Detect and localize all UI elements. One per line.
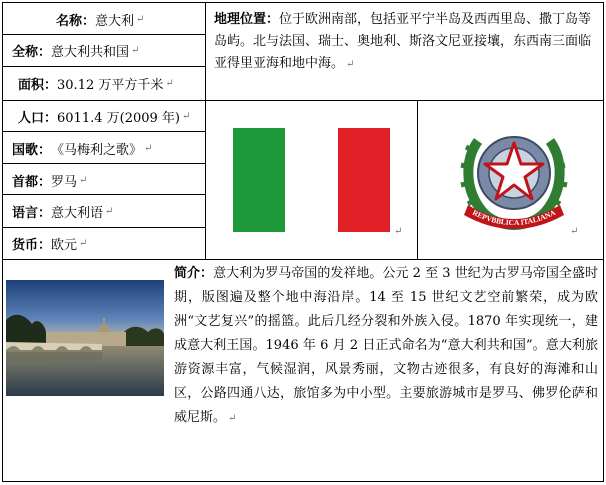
paragraph-mark: ↵ <box>144 142 153 154</box>
paragraph-mark: ↵ <box>136 13 145 25</box>
divider-row-5 <box>2 163 206 164</box>
row-population <box>0 102 224 130</box>
row-language <box>0 197 218 225</box>
flag-red-stripe <box>338 128 390 232</box>
geography-label: 地理位置： <box>214 12 280 27</box>
intro-cell <box>170 262 600 478</box>
divider-row-4 <box>2 131 206 132</box>
divider-row-2 <box>2 66 206 67</box>
language-value: 意大利语 <box>51 205 104 221</box>
italian-flag <box>233 128 390 232</box>
geography-text: 位于欧洲南部，包括亚平宁半岛及西西里岛、撒丁岛等岛屿。北与法国、瑞士、奥地利、斯洛文尼亚接壤，东西南三面临亚得里亚海和地中海。 <box>214 12 592 71</box>
divider-geo-bottom <box>205 100 604 101</box>
name-value: 意大利 <box>95 13 135 29</box>
divider-intro-top <box>2 259 604 260</box>
divider-row-6 <box>2 194 206 195</box>
divider-middle <box>417 100 418 259</box>
border-bottom <box>2 481 604 482</box>
flag-green-stripe <box>233 128 285 232</box>
rome-tiber-photo <box>6 280 164 396</box>
border-right <box>603 2 604 482</box>
capital-value: 罗马 <box>51 174 78 190</box>
emblem-of-italy <box>460 121 568 233</box>
paragraph-mark: ↵ <box>105 205 114 217</box>
capital-label: 首都： <box>12 174 52 190</box>
paragraph-mark: ↵ <box>394 226 403 237</box>
paragraph-mark: ↵ <box>79 237 88 249</box>
currency-label: 货币： <box>12 237 52 253</box>
paragraph-mark: ↵ <box>182 110 191 122</box>
row-fullname <box>0 36 218 64</box>
intro-label: 简介： <box>174 266 214 281</box>
divider-row-3 <box>2 100 206 101</box>
row-area <box>0 69 224 97</box>
photo-dome-lantern <box>103 318 105 323</box>
paragraph-mark: ↵ <box>165 77 174 89</box>
intro-text: 意大利为罗马帝国的发祥地。公元 2 至 3 世纪为古罗马帝国全盛时期，版图遍及整个地中海沿岸。14 至 15 世纪文艺空前繁荣，成为欧洲“文艺复兴”的摇篮。此后几经分裂和外族入侵。1870 年实现统一，建成意大利王国。1946 年 6 月 2 日正式命名为“意大利共和国”。意大利旅游资源丰富，气候湿润，风景秀丽，文物古迹很多，有良好的海滩和山区，公路四通八达，旅馆多为中小型。主要旅游城市是罗马、佛罗伦萨和威尼斯。 <box>174 266 598 425</box>
paragraph-mark: ↵ <box>131 44 140 56</box>
name-label: 名称： <box>56 13 96 29</box>
anthem-value: 《马梅利之歌》 <box>51 142 143 158</box>
row-capital <box>0 166 218 194</box>
population-value: 6011.4 万(2009 年) <box>57 110 180 126</box>
area-value: 30.12 万平方千米 <box>57 77 164 93</box>
paragraph-mark: ↵ <box>228 413 237 424</box>
flag-white-stripe <box>285 128 337 232</box>
population-label: 人口： <box>18 110 58 126</box>
row-currency <box>0 229 218 257</box>
anthem-label: 国歌： <box>12 142 52 158</box>
area-label: 面积： <box>18 77 58 93</box>
fullname-value: 意大利共和国 <box>51 44 130 60</box>
row-anthem <box>0 134 218 162</box>
currency-value: 欧元 <box>51 237 78 253</box>
emblem-ribbon-text: REPVBBLICA ITALIANA <box>471 207 557 228</box>
geography-cell <box>206 3 603 100</box>
fullname-label: 全称： <box>12 44 52 60</box>
paragraph-mark: ↵ <box>570 226 579 237</box>
paragraph-mark: ↵ <box>79 174 88 186</box>
language-label: 语言： <box>12 205 52 221</box>
divider-row-1 <box>2 34 206 35</box>
divider-row-7 <box>2 227 206 228</box>
paragraph-mark: ↵ <box>346 59 355 70</box>
